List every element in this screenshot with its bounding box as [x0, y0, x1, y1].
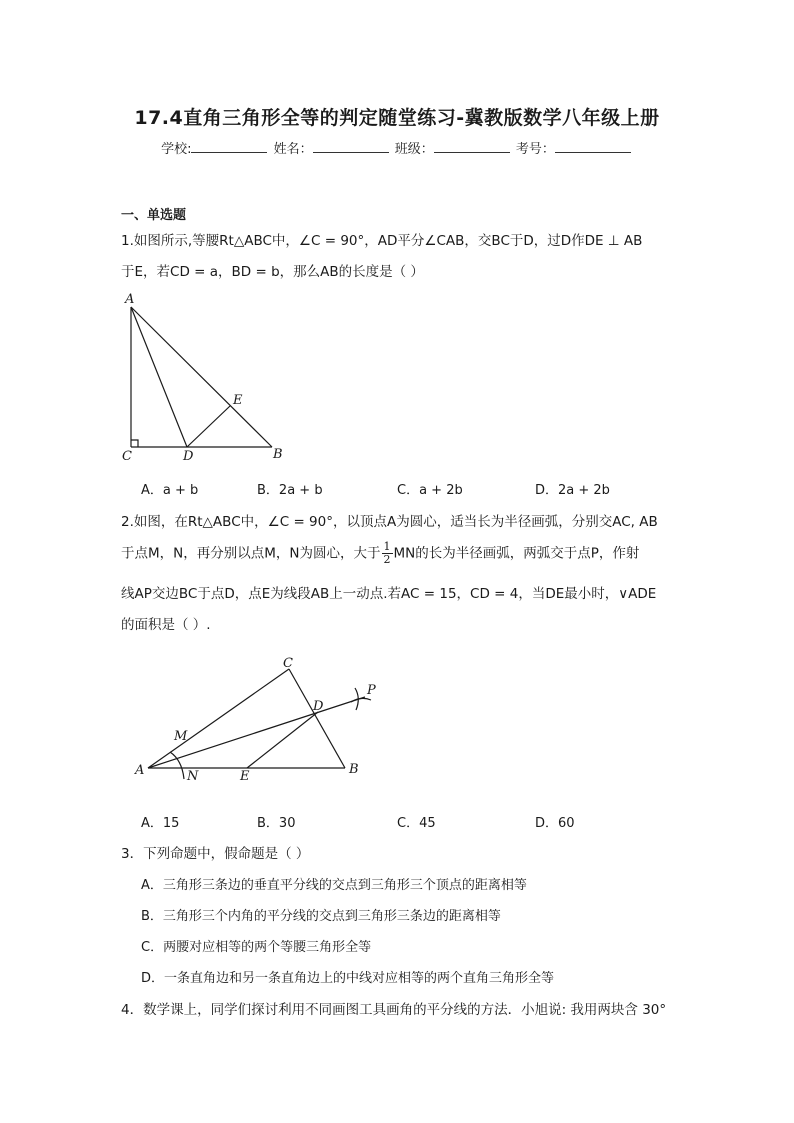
q3-option-c[interactable]: C．两腰对应相等的两个等腰三角形全等 [141, 940, 372, 955]
q1-stem-line2: 于E，若CD = a，BD = b，那么AB的长度是（ ） [121, 264, 424, 280]
q1-option-a[interactable]: A．a + b [141, 483, 199, 498]
q1-segment-de [187, 406, 230, 447]
q1-label-a: A [125, 292, 135, 307]
q1-segment-ad [131, 307, 187, 447]
q1-option-c[interactable]: C．a + 2b [397, 483, 463, 498]
q2-label-e: E [240, 769, 250, 784]
q2-segment-ac [148, 669, 289, 768]
q3-option-a[interactable]: A．三角形三条边的垂直平分线的交点到三角形三个顶点的距离相等 [141, 878, 527, 893]
page-title: 17.4直角三角形全等的判定随堂练习-冀教版数学八年级上册 [134, 107, 660, 129]
q2-label-m: M [174, 729, 188, 744]
q2-label-p: P [367, 683, 376, 698]
q2-figure [125, 650, 395, 790]
q1-option-b[interactable]: B．2a + b [257, 483, 323, 498]
fraction-denominator: 2 [383, 553, 391, 566]
fraction-one-half [382, 541, 393, 566]
number-blank[interactable] [555, 140, 631, 153]
q2-line2-part2: MN的长为半径画弧，两弧交于点P，作射 [393, 545, 640, 562]
q3-option-d[interactable]: D．一条直角边和另一条直角边上的中线对应相等的两个直角三角形全等 [141, 971, 555, 986]
q1-label-e: E [233, 393, 243, 408]
class-label: 班级： [394, 142, 434, 157]
q2-label-a: A [135, 763, 145, 778]
q2-label-b: B [349, 762, 359, 777]
q2-line2-part1: 于点M，N，再分别以点M，N为圆心，大于 [121, 545, 381, 562]
school-blank[interactable] [191, 140, 267, 153]
class-blank[interactable] [434, 140, 510, 153]
q2-label-c: C [283, 656, 293, 671]
student-info-line [0, 138, 794, 157]
q2-stem-line1: 2.如图，在Rt△ABC中，∠C = 90°，以顶点A为圆心，适当长为半径画弧，分别交AC, AB [121, 514, 658, 530]
q1-label-b: B [273, 447, 283, 462]
q2-label-d: D [313, 699, 324, 714]
q1-stem-line1: 1.如图所示,等腰Rt△ABC中，∠C = 90°，AD平分∠CAB，交BC于D，过D作DE ⊥ AB [121, 233, 643, 249]
q1-segment-ab [131, 307, 272, 447]
q2-label-n: N [187, 769, 199, 784]
arc-p-2 [351, 698, 371, 702]
q1-option-d[interactable]: D．2a + 2b [535, 483, 610, 498]
q2-option-b[interactable]: B．30 [257, 816, 296, 831]
q1-figure [110, 290, 300, 465]
q2-stem-line4: 的面积是（ ）. [121, 617, 211, 633]
q2-option-d[interactable]: D．60 [535, 816, 575, 831]
number-label: 考号： [515, 142, 555, 157]
q2-stem-line3: 线AP交边BC于点D，点E为线段AB上一动点.若AC = 15，CD = 4，当DE最小时，∨ADE [121, 586, 657, 602]
section-heading: 一、单选题 [121, 208, 187, 223]
name-label: 姓名： [273, 142, 313, 157]
fraction-numerator: 1 [383, 540, 391, 553]
school-label: 学校: [161, 142, 192, 157]
q1-label-c: C [122, 449, 132, 464]
q1-label-d: D [183, 449, 194, 464]
name-blank[interactable] [313, 140, 389, 153]
q2-stem-line2 [121, 541, 639, 566]
right-angle-mark [131, 440, 138, 447]
arc-mn [170, 752, 184, 779]
q2-option-c[interactable]: C．45 [397, 816, 436, 831]
q2-option-a[interactable]: A．15 [141, 816, 180, 831]
q4-stem: 4．数学课上，同学们探讨利用不同画图工具画角的平分线的方法．小旭说: 我用两块含 30° [121, 1002, 667, 1018]
q2-segment-de [247, 712, 318, 768]
q3-stem: 3．下列命题中，假命题是（ ） [121, 846, 310, 862]
q3-option-b[interactable]: B．三角形三个内角的平分线的交点到三角形三条边的距离相等 [141, 909, 501, 924]
